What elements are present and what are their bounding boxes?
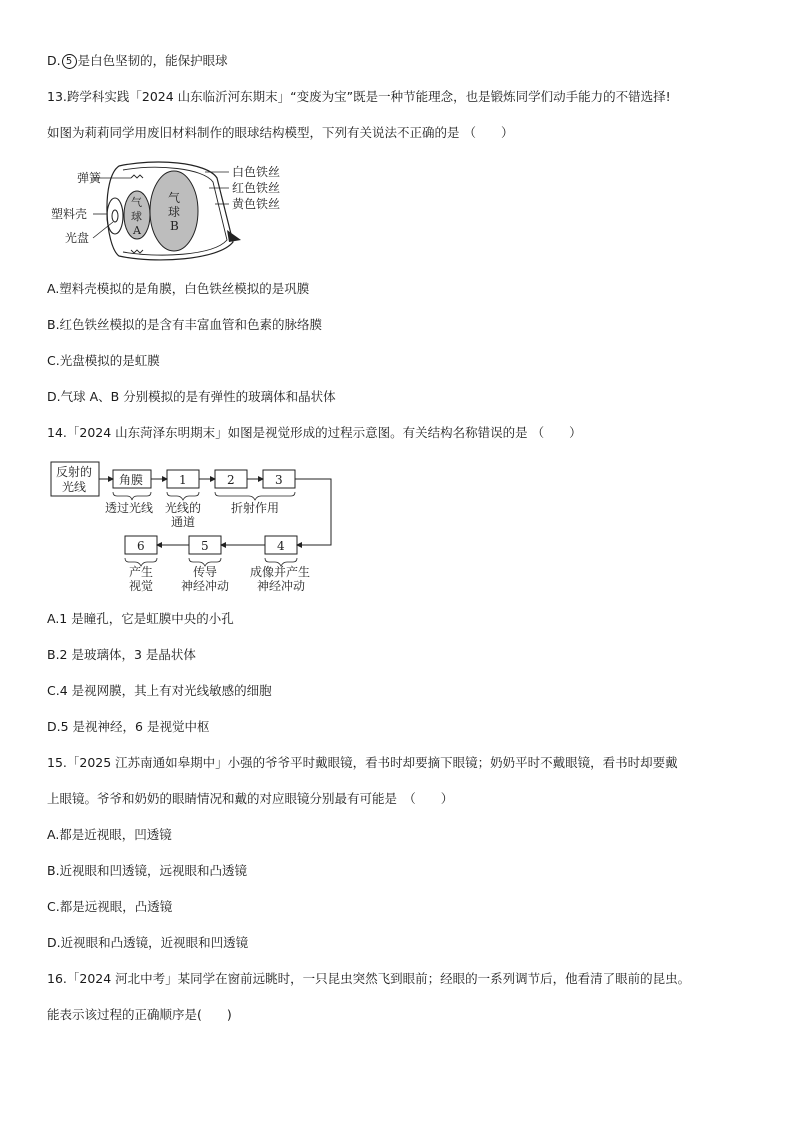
disc-shape: [112, 210, 118, 222]
label-balloon-b-1: 气: [168, 191, 181, 205]
question-15-option-c: C.都是远视眼，凸透镜: [47, 899, 173, 914]
question-13-option-b: B.红色铁丝模拟的是含有丰富血管和色素的脉络膜: [47, 317, 323, 332]
label-yellow-wire: 黄色铁丝: [232, 197, 281, 211]
question-15-option-a: A.都是近视眼，凹透镜: [47, 827, 172, 842]
spring-top-shape: [131, 175, 143, 178]
question-14-option-b: B.2 是玻璃体，3 是晶状体: [47, 647, 196, 662]
label-white-wire: 白色铁丝: [232, 165, 281, 179]
label-reflected-light-1: 反射的: [56, 465, 93, 479]
question-15-option-b: B.近视眼和凹透镜，远视眼和凸透镜: [47, 863, 248, 878]
desc-2-3: 折射作用: [231, 501, 280, 515]
label-plastic-shell: 塑料壳: [51, 207, 88, 221]
question-15-option-d: D.近视眼和凸透镜，近视眼和凹透镜: [47, 935, 249, 950]
label-balloon-a-1: 气: [131, 196, 142, 209]
question-14-option-d: D.5 是视神经，6 是视觉中枢: [47, 719, 210, 734]
label-reflected-light-2: 光线: [62, 480, 87, 494]
desc-4-line2: 神经冲动: [257, 579, 306, 593]
question-13-option-c: C.光盘模拟的是虹膜: [47, 353, 160, 368]
desc-5-line1: 传导: [193, 565, 218, 579]
optic-nerve-shape: [227, 230, 241, 242]
option-text: 是白色坚韧的，能保护眼球: [77, 53, 228, 68]
label-disc: 光盘: [65, 231, 90, 245]
label-n4: 4: [277, 539, 285, 553]
label-n3: 3: [275, 473, 283, 487]
desc-1-line1: 光线的: [165, 501, 202, 515]
label-n5: 5: [201, 539, 209, 553]
question-16-stem-2: 能表示该过程的正确顺序是( ): [47, 1007, 232, 1022]
desc-6-line1: 产生: [129, 565, 154, 579]
desc-cornea: 透过光线: [105, 501, 154, 515]
label-n6: 6: [137, 539, 145, 553]
plastic-shell-shape: [107, 198, 123, 234]
label-red-wire: 红色铁丝: [232, 181, 281, 195]
question-13-stem-2: 如图为莉莉同学用废旧材料制作的眼球结构模型，下列有关说法不正确的是 （ ）: [47, 125, 514, 140]
label-cornea: 角膜: [119, 473, 144, 487]
spring-bottom-shape: [131, 250, 143, 253]
label-n2: 2: [227, 473, 235, 487]
option-d-prev: [47, 52, 228, 70]
label-balloon-a-3: A: [133, 224, 141, 237]
label-spring: 弹簧: [77, 171, 102, 185]
eye-model-figure: [47, 158, 297, 264]
desc-6-line2: 视觉: [129, 579, 154, 593]
question-13-option-a: A.塑料壳模拟的是角膜，白色铁丝模拟的是巩膜: [47, 281, 310, 296]
desc-5-line2: 神经冲动: [181, 579, 230, 593]
question-15-stem-2: 上眼镜。爷爷和奶奶的眼睛情况和戴的对应眼镜分别最有可能是 （ ）: [47, 791, 454, 806]
vision-flowchart: [47, 456, 347, 598]
question-13-stem-1: 13.跨学科实践「2024 山东临沂河东期末」“变废为宝”既是一种节能理念，也是锻炼同学们动手能力的不错选择!: [47, 89, 671, 104]
label-balloon-a-2: 球: [131, 210, 142, 223]
desc-4-line1: 成像并产生: [250, 565, 311, 579]
label-balloon-b-2: 球: [168, 205, 181, 219]
circled-number-5: 5: [62, 54, 77, 69]
question-14-option-c: C.4 是视网膜，其上有对光线敏感的细胞: [47, 683, 272, 698]
question-14-stem: 14.「2024 山东菏泽东明期末」如图是视觉形成的过程示意图。有关结构名称错误的是 （ ）: [47, 425, 582, 440]
question-14-option-a: A.1 是瞳孔，它是虹膜中央的小孔: [47, 611, 234, 626]
option-label: D.: [47, 53, 61, 68]
question-15-stem-1: 15.「2025 江苏南通如皋期中」小强的爷爷平时戴眼镜，看书时却要摘下眼镜；奶奶平时不戴眼镜，看书时却要戴: [47, 755, 678, 770]
question-16-stem-1: 16.「2024 河北中考」某同学在窗前远眺时，一只昆虫突然飞到眼前；经眼的一系列调节后，他看清了眼前的昆虫。: [47, 971, 691, 986]
label-balloon-b-3: B: [170, 219, 179, 233]
desc-1-line2: 通道: [171, 515, 196, 529]
label-n1: 1: [179, 473, 187, 487]
question-13-option-d: D.气球 A、B 分别模拟的是有弹性的玻璃体和晶状体: [47, 389, 336, 404]
